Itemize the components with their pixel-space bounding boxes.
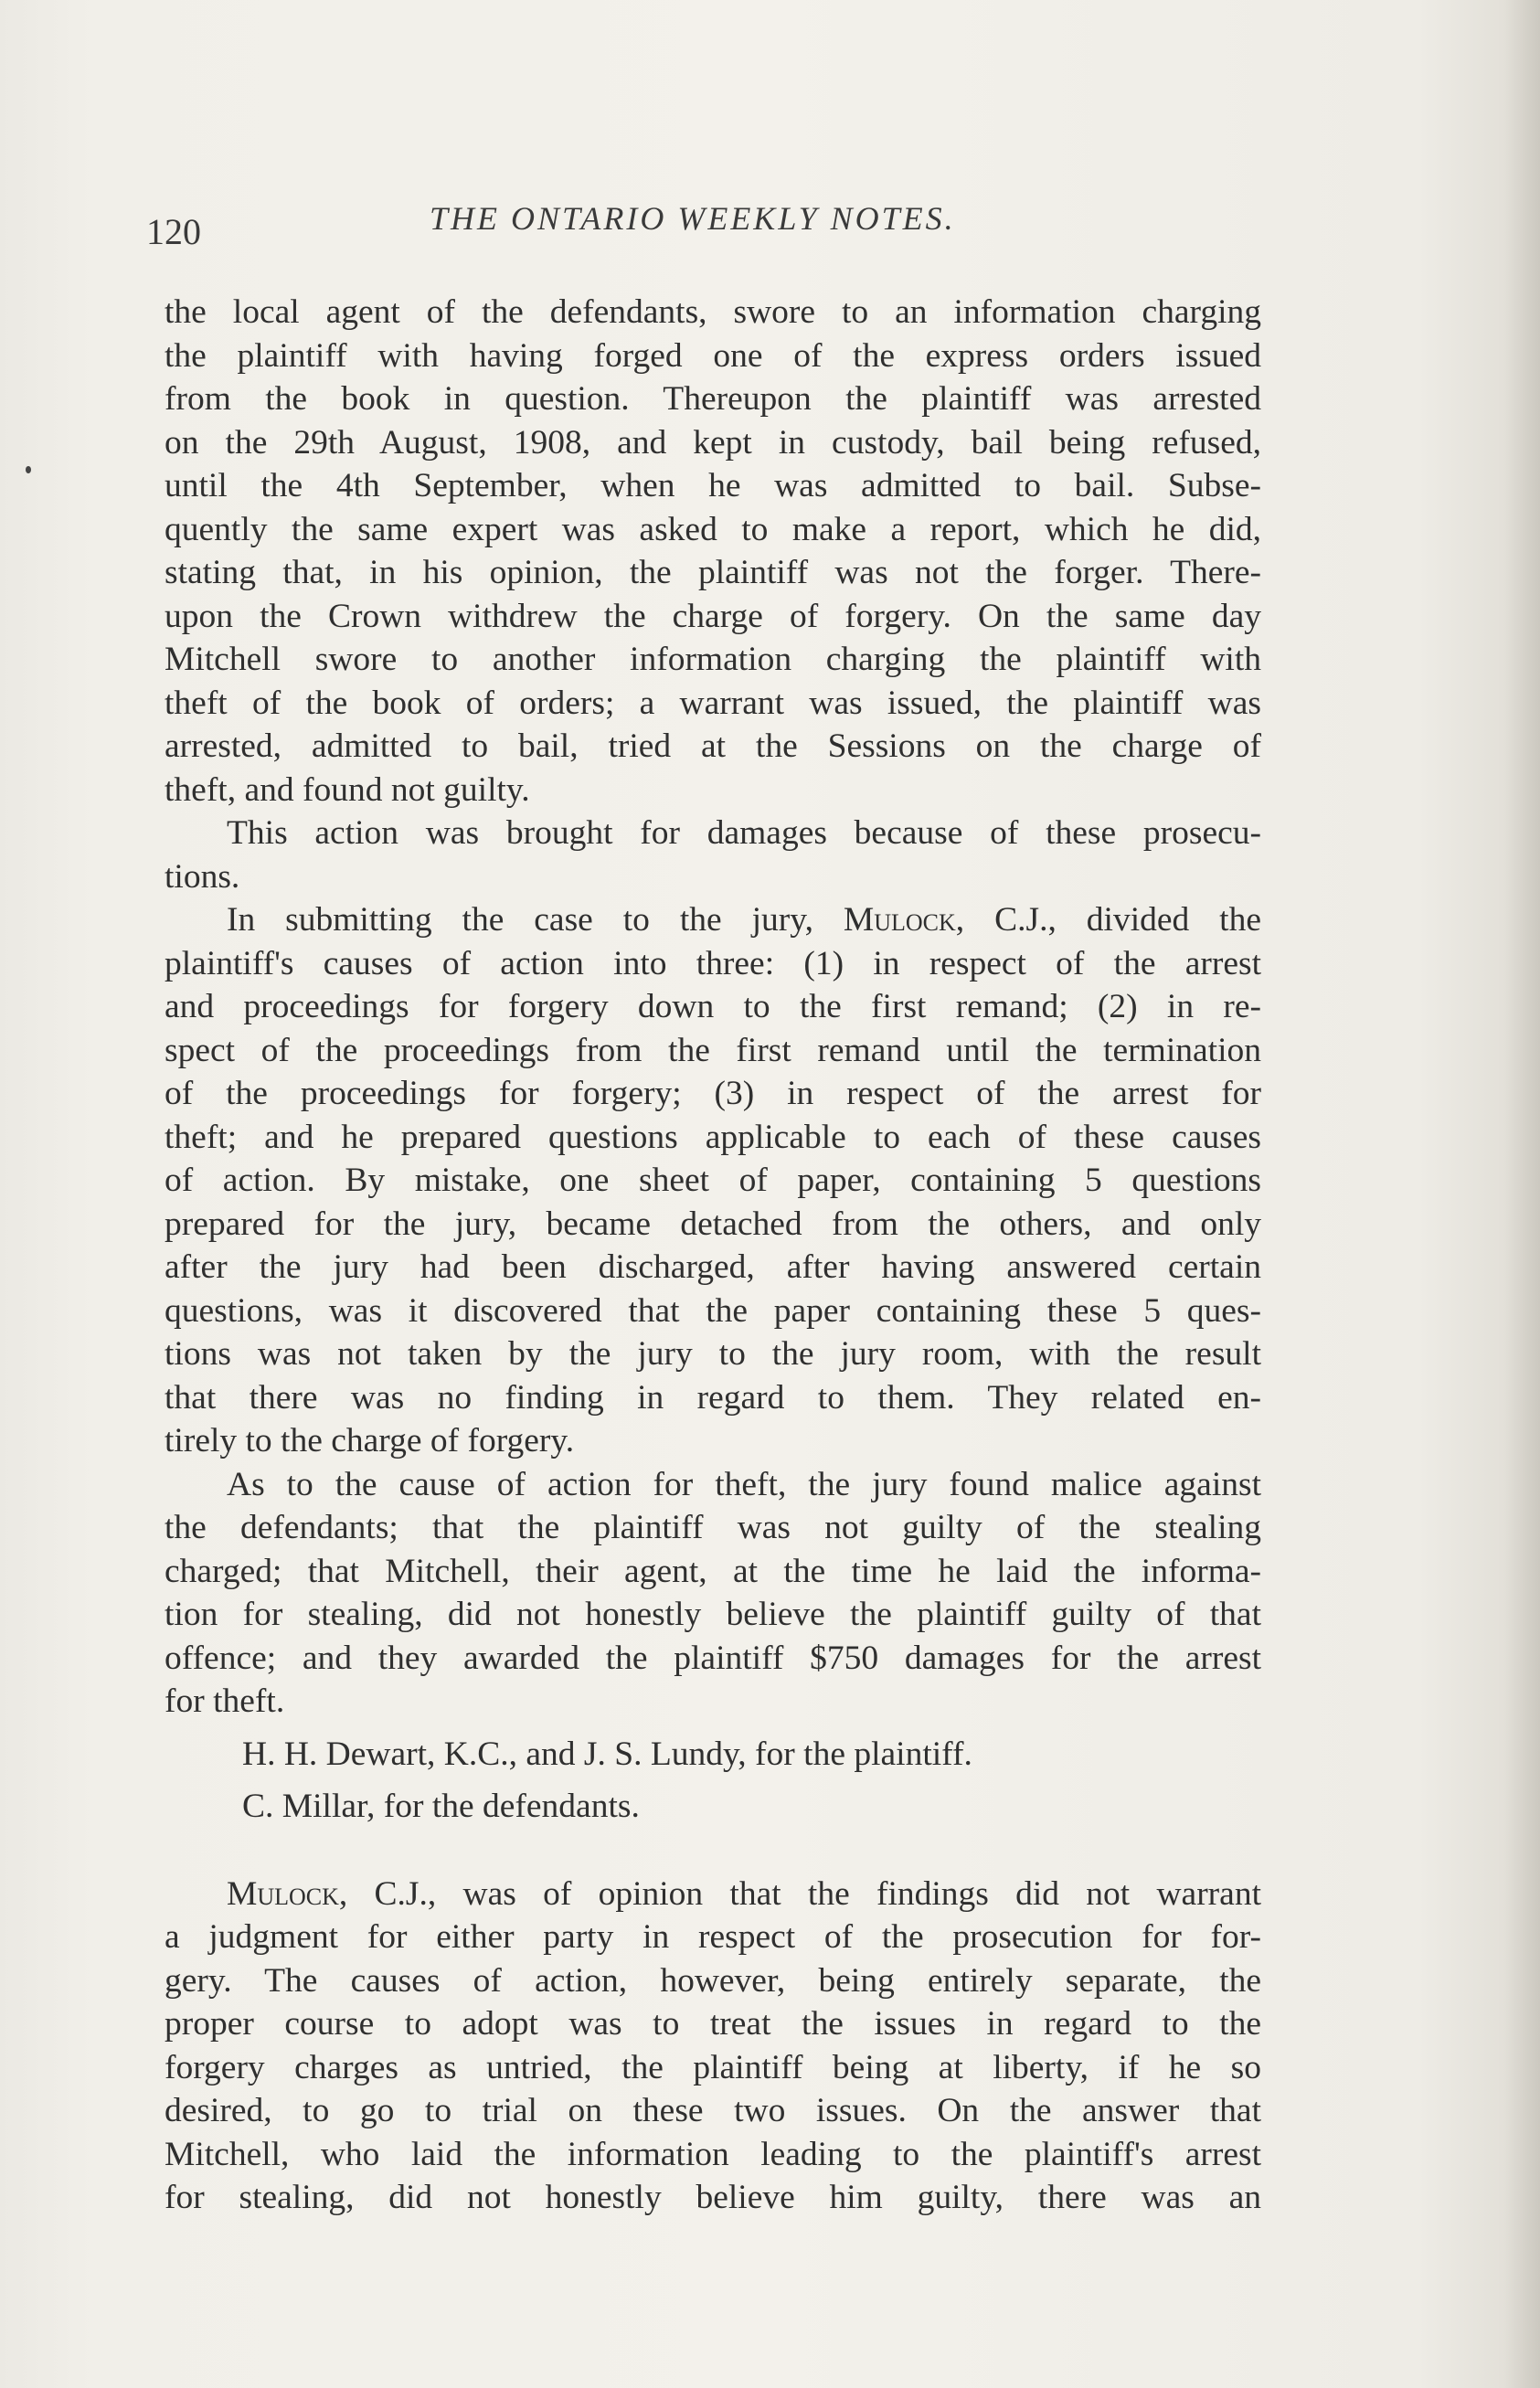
text-line: of the proceedings for forgery; (3) in respect of the arrest for <box>165 1075 1261 1112</box>
text-line: theft of the book of orders; a warrant was issued, the plaintiff was <box>165 684 1261 722</box>
text-line: until the 4th September, when he was admitted to bail. Subse- <box>165 467 1261 504</box>
text-line: tions was not taken by the jury to the jury room, with the result <box>165 1335 1261 1373</box>
text-line: offence; and they awarded the plaintiff $750 damages for the arrest <box>165 1639 1261 1677</box>
page-edge-shadow <box>1503 0 1540 2388</box>
text-line: of action. By mistake, one sheet of paper, containing 5 questions <box>165 1162 1261 1199</box>
text-line: tions. <box>165 857 240 896</box>
text-line: spect of the proceedings from the first remand until the termination <box>165 1031 1261 1069</box>
text-line: from the book in question. Thereupon the plaintiff was arrested <box>165 380 1261 418</box>
text-line: that there was no finding in regard to them. They related en- <box>165 1378 1261 1417</box>
text-line: tirely to the charge of forgery. <box>165 1422 575 1459</box>
text-line: a judgment for either party in respect of the prosecution for for- <box>165 1918 1261 1956</box>
text-line: Mitchell swore to another information charging the plaintiff with <box>165 641 1261 678</box>
text-line: after the jury had been discharged, after having answered certain <box>165 1248 1261 1286</box>
text-line <box>165 1873 1261 1916</box>
text-line: for stealing, did not honestly believe him guilty, there was an <box>165 2179 1261 2216</box>
text-line: the plaintiff with having forged one of the express orders issued <box>165 336 1261 375</box>
text-line: proper course to adopt was to treat the issues in regard to the <box>165 2005 1261 2043</box>
text-line: theft, and found not guilty. <box>165 770 530 809</box>
page-number: 120 <box>146 211 201 252</box>
ink-speck <box>26 466 31 473</box>
judge-name: Mulock <box>227 1874 339 1913</box>
counsel-line: C. Millar, for the defendants. <box>242 1788 640 1825</box>
text-run: In submitting the case to the jury, <box>227 901 844 939</box>
text-line: quently the same expert was asked to make a report, which he did, <box>165 510 1261 548</box>
text-line: This action was brought for damages because of these prosecu- <box>227 814 1261 852</box>
judge-name: Mulock <box>843 901 956 939</box>
text-line <box>165 898 1261 942</box>
text-line: plaintiff's causes of action into three: (1) in respect of the arrest <box>165 944 1261 982</box>
text-line: for theft. <box>165 1682 285 1720</box>
text-line: the defendants; that the plaintiff was not guilty of the stealing <box>165 1509 1261 1546</box>
section-gap <box>165 1829 1261 1873</box>
page-header <box>146 199 1280 254</box>
text-line: and proceedings for forgery down to the first remand; (2) in re- <box>165 988 1261 1025</box>
text-line: the local agent of the defendants, swore to an information charging <box>165 293 1261 331</box>
text-line: charged; that Mitchell, their agent, at the time he laid the informa- <box>165 1552 1261 1590</box>
text-line: on the 29th August, 1908, and kept in custody, bail being refused, <box>165 423 1261 462</box>
text-run: , C.J., divided the <box>955 901 1262 939</box>
text-line: questions, was it discovered that the paper containing these 5 ques- <box>165 1291 1261 1330</box>
running-title: THE ONTARIO WEEKLY NOTES. <box>430 200 956 237</box>
text-run: , C.J., was of opinion that the findings did not warrant <box>338 1874 1261 1913</box>
counsel-line: H. H. Dewart, K.C., and J. S. Lundy, for the plaintiff. <box>242 1735 972 1773</box>
text-line: upon the Crown withdrew the charge of forgery. On the same day <box>165 597 1261 635</box>
text-line: stating that, in his opinion, the plaintiff was not the forger. There- <box>165 554 1261 591</box>
text-line: tion for stealing, did not honestly believe the plaintiff guilty of that <box>165 1596 1261 1633</box>
text-line: forgery charges as untried, the plaintiff being at liberty, if he so <box>165 2048 1261 2086</box>
text-line: gery. The causes of action, however, being entirely separate, the <box>165 1961 1261 2000</box>
text-line: arrested, admitted to bail, tried at the Sessions on the charge of <box>165 727 1261 765</box>
text-line: theft; and he prepared questions applicable to each of these causes <box>165 1118 1261 1156</box>
text-line: As to the cause of action for theft, the jury found malice against <box>227 1465 1261 1503</box>
text-line: prepared for the jury, became detached from the others, and only <box>165 1205 1261 1243</box>
text-line: desired, to go to trial on these two issues. On the answer that <box>165 2092 1261 2129</box>
text-line: Mitchell, who laid the information leading to the plaintiff's arrest <box>165 2135 1261 2173</box>
article-body <box>165 291 1261 2220</box>
